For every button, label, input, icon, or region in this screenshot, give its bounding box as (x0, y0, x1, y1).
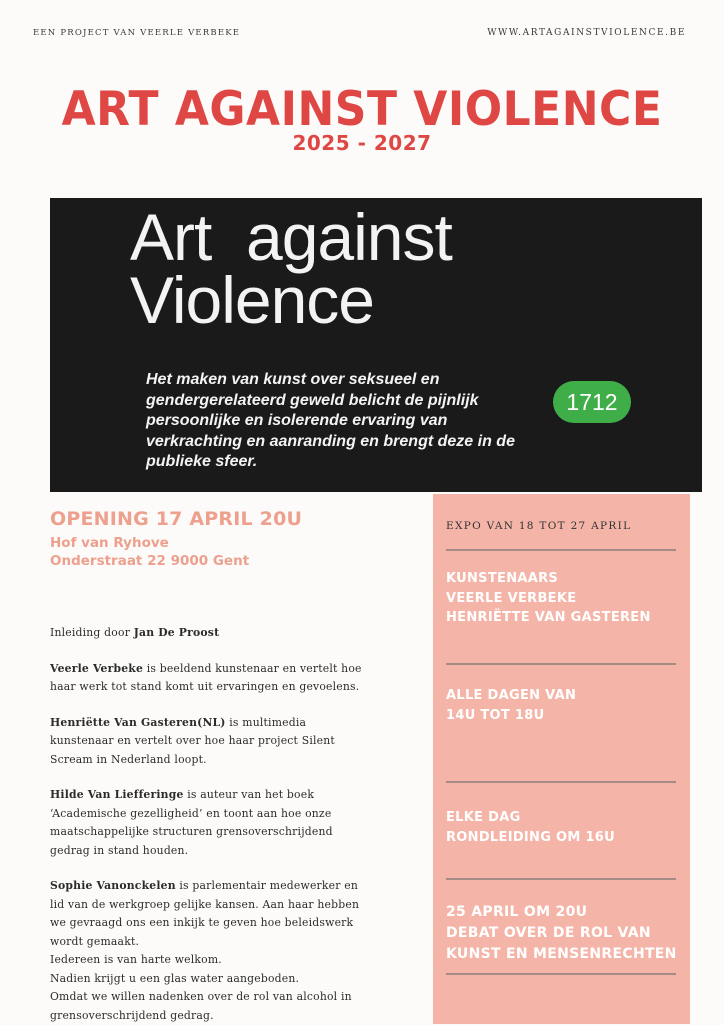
divider (446, 781, 676, 783)
debate-block (446, 902, 677, 965)
hours-line: ALLE DAGEN VAN (446, 688, 577, 703)
artist-name: HENRIËTTE VAN GASTEREN (446, 610, 651, 625)
speaker-description: is beeldend kunstenaar en vertelt hoe haar werk tot stand komt uit ervaringen en gevoelens. (50, 661, 362, 693)
project-years: 2025 - 2027 (292, 131, 432, 155)
artists-label: KUNSTENAARS (446, 571, 559, 586)
speaker-paragraph (50, 786, 372, 860)
speaker-name: Henriëtte Van Gasteren(NL) (50, 715, 226, 729)
artists-block (446, 569, 651, 628)
artist-name: VEERLE VERBEKE (446, 590, 577, 606)
opening-title: OPENING 17 APRIL 20U (50, 508, 303, 530)
hours-line: 14U TOT 18U (446, 707, 545, 723)
speaker-description: is parlementair medewerker en lid van de werkgroep gelijke kansen. Aan haar hebben we gevraagd ons een inkijk te geven hoe beleidswerk wordt gemaakt. (50, 879, 360, 948)
intro-paragraph (50, 624, 372, 643)
notification-badge: 1712 (553, 381, 631, 423)
speaker-name: Hilde Van Liefferinge (50, 788, 184, 801)
divider (446, 549, 676, 551)
speaker-name: Veerle Verbeke (50, 661, 144, 675)
venue-address (50, 534, 249, 570)
divider (446, 973, 676, 975)
page-title: ART AGAINST VIOLENCE (61, 81, 663, 137)
banner-title-line1: Art against (130, 200, 452, 274)
banner-title (130, 200, 452, 337)
divider (446, 878, 676, 880)
water-line: Nadien krijgt u een glas water aangeboden. (50, 971, 300, 985)
speaker-paragraph (50, 714, 372, 770)
expo-heading: EXPO VAN 18 TOT 27 APRIL (446, 520, 632, 532)
speaker-name: Sophie Vanonckelen (50, 879, 176, 892)
speaker-description: is auteur van het boek ‘Academische gezelligheid’ en toont aan hoe onze maatschappelijke structuren grensoverschrijdend gedrag in stand houden. (50, 788, 333, 857)
speaker-description: is multimedia kunstenaar en vertelt over hoe haar project Silent Scream in Nederland loopt. (50, 715, 335, 766)
speaker-paragraph (50, 660, 372, 697)
project-credit: EEN PROJECT VAN VEERLE VERBEKE (33, 28, 241, 38)
intro-speaker: Jan De Proost (133, 626, 220, 639)
tour-line: RONDLEIDING OM 16U (446, 829, 615, 845)
program-text (50, 624, 372, 1025)
banner-description: Het maken van kunst over seksueel en gendergerelateerd geweld belicht de pijnlijk persoonlijke en isolerende ervaring van verkrachting en aanranding en brengt deze in de publieke sfeer. (146, 371, 515, 470)
intro-prefix: Inleiding door (50, 626, 134, 639)
banner-image (50, 198, 702, 492)
website-link[interactable]: WWW.ARTAGAINSTVIOLENCE.BE (487, 28, 686, 38)
banner-title-line2: Violence (130, 263, 374, 337)
hours-block (446, 686, 576, 725)
tour-block (446, 808, 615, 847)
alcohol-line: Omdat we willen nadenken over de rol van alcohol in grensoverschrijdend gedrag. (50, 990, 352, 1022)
debate-line: 25 APRIL OM 20U (446, 904, 588, 920)
debate-line: KUNST EN MENSENRECHTEN (446, 946, 677, 962)
speaker-paragraph (50, 877, 372, 951)
welcome-line: Iedereen is van harte welkom. (50, 953, 222, 966)
expo-sidebar (433, 494, 690, 1024)
divider (446, 663, 676, 665)
venue-street: Onderstraat 22 9000 Gent (50, 553, 250, 569)
tour-line: ELKE DAG (446, 810, 521, 825)
venue-name: Hof van Ryhove (50, 535, 169, 551)
debate-line: DEBAT OVER DE ROL VAN (446, 925, 651, 941)
